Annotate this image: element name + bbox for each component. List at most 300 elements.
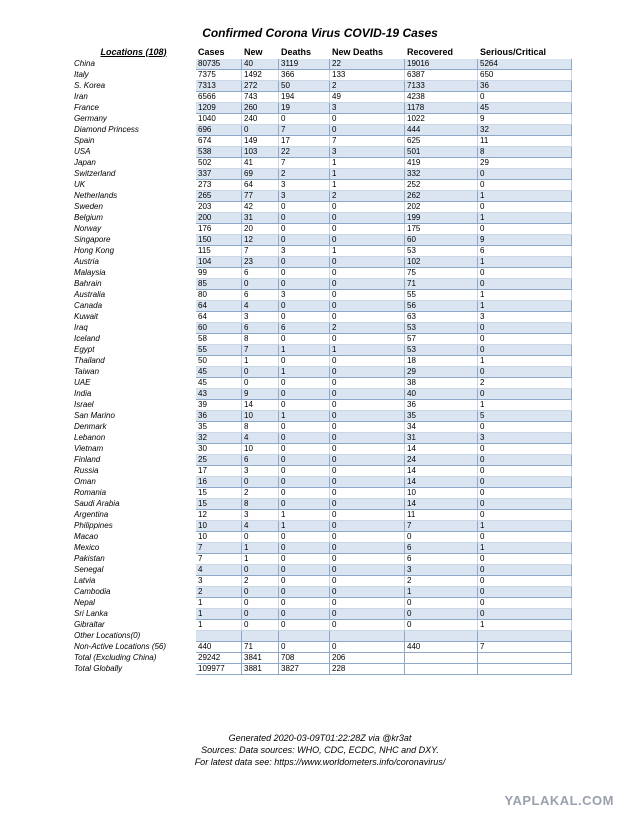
cell-new-deaths: 2	[330, 323, 405, 334]
cell-new: 6	[242, 455, 279, 466]
cell-location: Cambodia	[72, 587, 196, 598]
cell-new-deaths: 3	[330, 147, 405, 158]
header-new-deaths: New Deaths	[330, 45, 405, 59]
cell-deaths: 3	[279, 191, 330, 202]
cell-new: 2	[242, 488, 279, 499]
cell-recovered: 0	[405, 620, 478, 631]
cell-cases: 7313	[196, 81, 242, 92]
cell-location: Norway	[72, 224, 196, 235]
cell-location: Denmark	[72, 422, 196, 433]
cell-new-deaths: 0	[330, 422, 405, 433]
cell-new: 0	[242, 477, 279, 488]
cell-deaths: 0	[279, 466, 330, 477]
cell-new-deaths: 2	[330, 81, 405, 92]
cell-serious-critical: 0	[478, 576, 572, 587]
cell-location: Oman	[72, 477, 196, 488]
cell-cases: 1	[196, 598, 242, 609]
cell-deaths: 0	[279, 532, 330, 543]
cell-new-deaths: 0	[330, 202, 405, 213]
cell-new: 42	[242, 202, 279, 213]
cell-serious-critical: 0	[478, 345, 572, 356]
cell-location: Kuwait	[72, 312, 196, 323]
table-row	[72, 180, 572, 191]
cell-recovered: 0	[405, 532, 478, 543]
cell-deaths: 0	[279, 312, 330, 323]
table-row	[72, 631, 572, 642]
cell-new-deaths: 0	[330, 279, 405, 290]
cell-deaths: 0	[279, 587, 330, 598]
table-row	[72, 169, 572, 180]
cell-serious-critical: 1	[478, 191, 572, 202]
cell-cases: 15	[196, 488, 242, 499]
cell-recovered: 0	[405, 609, 478, 620]
cell-serious-critical: 5	[478, 411, 572, 422]
cell-serious-critical: 36	[478, 81, 572, 92]
cell-new: 8	[242, 499, 279, 510]
cell-new: 3	[242, 466, 279, 477]
cell-serious-critical: 3	[478, 433, 572, 444]
cell-location: San Marino	[72, 411, 196, 422]
cell-deaths: 0	[279, 422, 330, 433]
cell-cases: 25	[196, 455, 242, 466]
cell-recovered	[405, 653, 478, 664]
cell-recovered: 40	[405, 389, 478, 400]
table-row	[72, 147, 572, 158]
cell-location: Germany	[72, 114, 196, 125]
cell-deaths: 7	[279, 125, 330, 136]
cell-cases: 36	[196, 411, 242, 422]
cell-new: 3	[242, 510, 279, 521]
cell-location: Philippines	[72, 521, 196, 532]
cell-new: 23	[242, 257, 279, 268]
cell-recovered: 35	[405, 411, 478, 422]
cell-new: 0	[242, 367, 279, 378]
cell-new-deaths: 0	[330, 367, 405, 378]
cell-deaths: 0	[279, 642, 330, 653]
cell-recovered: 501	[405, 147, 478, 158]
cell-new: 0	[242, 620, 279, 631]
cell-location: France	[72, 103, 196, 114]
cell-new-deaths: 0	[330, 543, 405, 554]
cell-location: India	[72, 389, 196, 400]
cell-recovered: 18	[405, 356, 478, 367]
cell-recovered: 1	[405, 587, 478, 598]
cell-deaths: 1	[279, 345, 330, 356]
cell-new-deaths: 0	[330, 400, 405, 411]
cell-serious-critical: 0	[478, 389, 572, 400]
cell-new: 103	[242, 147, 279, 158]
cell-serious-critical: 0	[478, 334, 572, 345]
cell-location: Pakistan	[72, 554, 196, 565]
cell-recovered: 57	[405, 334, 478, 345]
cell-new: 3	[242, 312, 279, 323]
cell-serious-critical: 0	[478, 587, 572, 598]
cell-location: Iraq	[72, 323, 196, 334]
cell-cases: 85	[196, 279, 242, 290]
cell-cases: 64	[196, 301, 242, 312]
cell-serious-critical: 0	[478, 455, 572, 466]
cell-serious-critical: 1	[478, 620, 572, 631]
cell-recovered: 202	[405, 202, 478, 213]
cell-new: 6	[242, 268, 279, 279]
cell-recovered: 262	[405, 191, 478, 202]
cell-location: Finland	[72, 455, 196, 466]
cell-recovered: 53	[405, 323, 478, 334]
cell-new-deaths: 7	[330, 136, 405, 147]
cell-new-deaths: 0	[330, 620, 405, 631]
cell-new: 7	[242, 345, 279, 356]
cell-recovered: 440	[405, 642, 478, 653]
cell-deaths: 0	[279, 334, 330, 345]
cell-cases: 39	[196, 400, 242, 411]
cell-location: S. Korea	[72, 81, 196, 92]
cell-cases: 45	[196, 367, 242, 378]
cell-recovered: 332	[405, 169, 478, 180]
cell-recovered: 444	[405, 125, 478, 136]
cell-recovered: 71	[405, 279, 478, 290]
cell-cases: 2	[196, 587, 242, 598]
cell-serious-critical: 0	[478, 477, 572, 488]
cell-recovered: 7	[405, 521, 478, 532]
table-row	[72, 499, 572, 510]
cell-serious-critical: 0	[478, 92, 572, 103]
cell-location: China	[72, 59, 196, 70]
cell-new: 8	[242, 334, 279, 345]
cell-deaths: 0	[279, 455, 330, 466]
cell-recovered: 7133	[405, 81, 478, 92]
cell-deaths: 3	[279, 180, 330, 191]
cell-new: 9	[242, 389, 279, 400]
cell-recovered: 6	[405, 554, 478, 565]
cell-new: 240	[242, 114, 279, 125]
cell-serious-critical: 0	[478, 169, 572, 180]
cell-cases: 10	[196, 521, 242, 532]
cell-location: UK	[72, 180, 196, 191]
cell-new-deaths: 0	[330, 477, 405, 488]
cell-deaths: 0	[279, 301, 330, 312]
cell-new-deaths: 3	[330, 103, 405, 114]
cell-new-deaths: 0	[330, 587, 405, 598]
cell-new: 20	[242, 224, 279, 235]
cell-new-deaths: 0	[330, 444, 405, 455]
cell-cases: 1	[196, 620, 242, 631]
cell-location: Australia	[72, 290, 196, 301]
table-row	[72, 290, 572, 301]
sources-note: Sources: Data sources: WHO, CDC, ECDC, NHC and DXY.	[201, 745, 439, 755]
cell-serious-critical: 1	[478, 356, 572, 367]
cell-recovered: 19016	[405, 59, 478, 70]
cell-new-deaths: 0	[330, 411, 405, 422]
cell-serious-critical: 5264	[478, 59, 572, 70]
cell-deaths: 0	[279, 499, 330, 510]
cell-cases: 12	[196, 510, 242, 521]
table-row	[72, 554, 572, 565]
cell-new: 4	[242, 521, 279, 532]
cell-recovered: 75	[405, 268, 478, 279]
cell-location: Latvia	[72, 576, 196, 587]
cell-cases: 80	[196, 290, 242, 301]
header-cases: Cases	[196, 45, 242, 59]
cell-location: Canada	[72, 301, 196, 312]
cell-new-deaths: 1	[330, 158, 405, 169]
cell-location: Egypt	[72, 345, 196, 356]
latest-data-note: For latest data see: https://www.worldometers.info/coronavirus/	[194, 757, 446, 767]
table-row	[72, 466, 572, 477]
cell-cases: 1209	[196, 103, 242, 114]
cell-location: Sweden	[72, 202, 196, 213]
cell-new	[242, 631, 279, 642]
cell-new: 8	[242, 422, 279, 433]
cell-serious-critical: 0	[478, 565, 572, 576]
cell-deaths: 0	[279, 202, 330, 213]
cell-deaths: 0	[279, 224, 330, 235]
cell-location: Iceland	[72, 334, 196, 345]
table-row	[72, 81, 572, 92]
table-row	[72, 389, 572, 400]
cell-new-deaths: 1	[330, 180, 405, 191]
cell-location: Austria	[72, 257, 196, 268]
cell-serious-critical: 0	[478, 554, 572, 565]
cell-new: 0	[242, 532, 279, 543]
cell-recovered: 14	[405, 466, 478, 477]
cell-new: 10	[242, 444, 279, 455]
cell-cases: 115	[196, 246, 242, 257]
cell-recovered: 29	[405, 367, 478, 378]
cell-new-deaths: 1	[330, 345, 405, 356]
table-row	[72, 543, 572, 554]
cell-serious-critical: 0	[478, 180, 572, 191]
cell-cases: 3	[196, 576, 242, 587]
cell-new: 3841	[242, 653, 279, 664]
cell-recovered: 252	[405, 180, 478, 191]
cell-location: Other Locations(0)	[72, 631, 196, 642]
table-row	[72, 224, 572, 235]
cases-table	[71, 44, 572, 675]
cell-deaths: 0	[279, 268, 330, 279]
table-row	[72, 400, 572, 411]
cell-recovered: 36	[405, 400, 478, 411]
cell-new-deaths	[330, 631, 405, 642]
cell-recovered	[405, 631, 478, 642]
cell-cases: 80735	[196, 59, 242, 70]
cell-serious-critical: 6	[478, 246, 572, 257]
cell-deaths: 1	[279, 510, 330, 521]
cell-recovered: 14	[405, 499, 478, 510]
cell-new: 14	[242, 400, 279, 411]
cell-location: Bahrain	[72, 279, 196, 290]
cell-new: 0	[242, 565, 279, 576]
table-row	[72, 620, 572, 631]
cell-new: 0	[242, 587, 279, 598]
cell-new: 10	[242, 411, 279, 422]
cell-serious-critical: 32	[478, 125, 572, 136]
cell-serious-critical: 29	[478, 158, 572, 169]
table-row	[72, 268, 572, 279]
cell-location: Malaysia	[72, 268, 196, 279]
cell-location: UAE	[72, 378, 196, 389]
cell-cases: 64	[196, 312, 242, 323]
cell-cases: 176	[196, 224, 242, 235]
table-row	[72, 587, 572, 598]
cell-cases: 502	[196, 158, 242, 169]
cell-location: Nepal	[72, 598, 196, 609]
cell-new: 1	[242, 356, 279, 367]
cell-recovered: 6	[405, 543, 478, 554]
table-row	[72, 488, 572, 499]
cell-recovered: 199	[405, 213, 478, 224]
cell-deaths: 0	[279, 576, 330, 587]
cell-cases: 1040	[196, 114, 242, 125]
cell-location: Switzerland	[72, 169, 196, 180]
cell-serious-critical: 7	[478, 642, 572, 653]
cell-cases: 203	[196, 202, 242, 213]
cell-deaths: 0	[279, 543, 330, 554]
cell-serious-critical: 1	[478, 257, 572, 268]
cell-new-deaths: 0	[330, 433, 405, 444]
cell-cases: 29242	[196, 653, 242, 664]
cell-serious-critical	[478, 631, 572, 642]
cell-location: Gibraltar	[72, 620, 196, 631]
cell-new: 12	[242, 235, 279, 246]
cell-recovered: 1022	[405, 114, 478, 125]
cell-new-deaths: 0	[330, 356, 405, 367]
cell-new: 272	[242, 81, 279, 92]
cell-serious-critical: 0	[478, 499, 572, 510]
cell-serious-critical: 0	[478, 202, 572, 213]
cell-new-deaths: 0	[330, 455, 405, 466]
cell-recovered: 102	[405, 257, 478, 268]
cell-location: USA	[72, 147, 196, 158]
cell-new: 0	[242, 378, 279, 389]
cell-new: 6	[242, 323, 279, 334]
cell-location: Taiwan	[72, 367, 196, 378]
cell-new: 4	[242, 301, 279, 312]
cell-deaths: 0	[279, 488, 330, 499]
table-row	[72, 158, 572, 169]
cell-recovered	[405, 664, 478, 675]
cell-recovered: 24	[405, 455, 478, 466]
table-row	[72, 609, 572, 620]
cell-serious-critical: 45	[478, 103, 572, 114]
cell-new: 4	[242, 433, 279, 444]
cell-new-deaths: 0	[330, 389, 405, 400]
cell-new-deaths: 0	[330, 257, 405, 268]
cell-new-deaths: 0	[330, 334, 405, 345]
cell-serious-critical: 11	[478, 136, 572, 147]
table-row	[72, 510, 572, 521]
table-row	[72, 92, 572, 103]
cell-recovered: 31	[405, 433, 478, 444]
cell-serious-critical: 1	[478, 213, 572, 224]
cell-new-deaths: 0	[330, 466, 405, 477]
cell-new-deaths: 49	[330, 92, 405, 103]
cell-new-deaths: 0	[330, 268, 405, 279]
cell-new: 6	[242, 290, 279, 301]
cell-new-deaths: 206	[330, 653, 405, 664]
table-row	[72, 433, 572, 444]
cell-recovered: 63	[405, 312, 478, 323]
cell-location: Italy	[72, 70, 196, 81]
table-row	[72, 257, 572, 268]
table-row	[72, 356, 572, 367]
table-row	[72, 323, 572, 334]
cell-new-deaths: 2	[330, 191, 405, 202]
cell-cases: 7	[196, 554, 242, 565]
cell-new-deaths: 228	[330, 664, 405, 675]
site-watermark: YAPLAKAL.COM	[504, 793, 614, 808]
cell-location: Non-Active Locations (56)	[72, 642, 196, 653]
cell-new: 260	[242, 103, 279, 114]
cell-recovered: 419	[405, 158, 478, 169]
table-row	[72, 653, 572, 664]
cell-new-deaths: 0	[330, 301, 405, 312]
cell-new-deaths: 0	[330, 488, 405, 499]
cell-deaths: 0	[279, 444, 330, 455]
cell-deaths: 19	[279, 103, 330, 114]
cell-serious-critical: 0	[478, 532, 572, 543]
cell-serious-critical: 0	[478, 598, 572, 609]
cell-new: 77	[242, 191, 279, 202]
cell-cases: 99	[196, 268, 242, 279]
cell-serious-critical: 0	[478, 367, 572, 378]
cell-new: 7	[242, 246, 279, 257]
cell-deaths: 0	[279, 598, 330, 609]
cell-location: Romania	[72, 488, 196, 499]
cell-serious-critical: 9	[478, 235, 572, 246]
table-row	[72, 191, 572, 202]
cell-cases: 200	[196, 213, 242, 224]
cell-new-deaths: 0	[330, 213, 405, 224]
cell-location: Total (Excluding China)	[72, 653, 196, 664]
table-row	[72, 565, 572, 576]
cell-new: 743	[242, 92, 279, 103]
cell-location: Diamond Princess	[72, 125, 196, 136]
cell-recovered: 14	[405, 477, 478, 488]
table-row	[72, 301, 572, 312]
table-row	[72, 70, 572, 81]
cell-deaths: 0	[279, 235, 330, 246]
cell-cases: 43	[196, 389, 242, 400]
cell-deaths: 7	[279, 158, 330, 169]
cell-serious-critical: 0	[478, 224, 572, 235]
table-row	[72, 136, 572, 147]
cell-location: Saudi Arabia	[72, 499, 196, 510]
cell-cases: 337	[196, 169, 242, 180]
cell-cases: 10	[196, 532, 242, 543]
cell-deaths: 0	[279, 477, 330, 488]
cell-deaths: 3	[279, 246, 330, 257]
cell-new: 0	[242, 609, 279, 620]
cell-cases: 6566	[196, 92, 242, 103]
cell-location: Argentina	[72, 510, 196, 521]
table-row	[72, 246, 572, 257]
cell-serious-critical: 0	[478, 279, 572, 290]
cell-cases: 55	[196, 345, 242, 356]
cell-location: Israel	[72, 400, 196, 411]
table-row	[72, 59, 572, 70]
cell-recovered: 6387	[405, 70, 478, 81]
cell-new-deaths: 0	[330, 378, 405, 389]
cell-deaths: 0	[279, 620, 330, 631]
table-row	[72, 477, 572, 488]
cell-recovered: 14	[405, 444, 478, 455]
cell-cases: 109977	[196, 664, 242, 675]
cell-new: 64	[242, 180, 279, 191]
cell-cases: 32	[196, 433, 242, 444]
cell-new-deaths: 0	[330, 235, 405, 246]
cell-cases: 4	[196, 565, 242, 576]
cell-new-deaths: 0	[330, 510, 405, 521]
